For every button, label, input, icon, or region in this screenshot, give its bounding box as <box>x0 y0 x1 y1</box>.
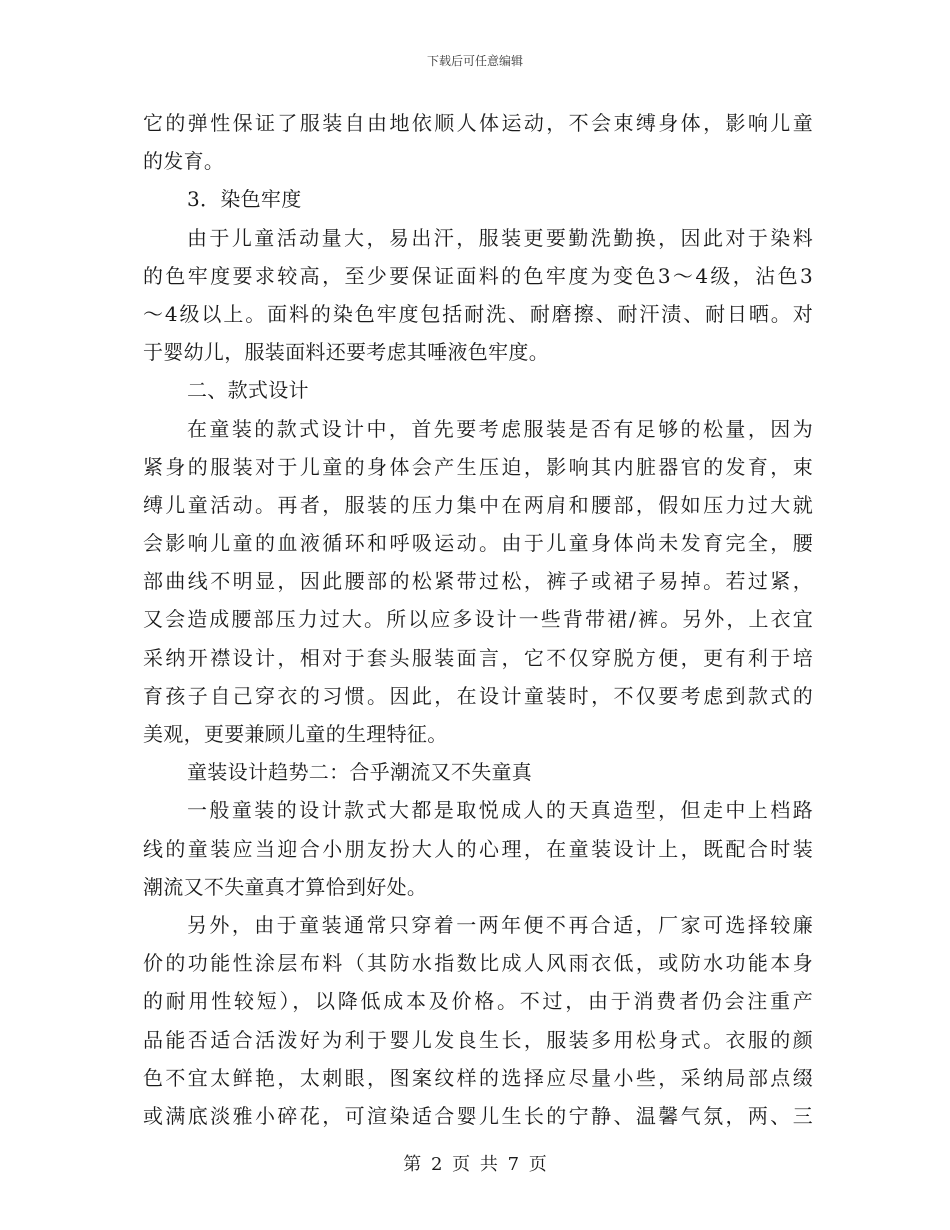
page-number: 第 2 页 共 7 页 <box>403 1154 547 1175</box>
text-line: ～4级以上。面料的染色牢度包括耐洗、耐磨擦、耐汗渍、耐日晒。对 <box>143 301 813 326</box>
text-line: 又会造成腰部压力过大。所以应多设计一些背带裙/裤。另外，上衣宜 <box>143 607 813 632</box>
text-line: 会影响儿童的血液循环和呼吸运动。由于儿童身体尚未发育完全，腰 <box>143 531 813 556</box>
section-heading: 二、款式设计 <box>187 378 309 403</box>
text-line: 由于儿童活动量大，易出汗，服装更要勤洗勤换，因此对于染料 <box>187 225 813 250</box>
text-line: 在童装的款式设计中，首先要考虑服装是否有足够的松量，因为 <box>187 416 813 441</box>
text-line: 于婴幼儿，服装面料还要考虑其唾液色牢度。 <box>143 340 549 365</box>
subsection-heading: 3．染色牢度 <box>187 187 302 212</box>
text-line: 价的功能性涂层布料（其防水指数比成人风雨衣低，或防水功能本身 <box>143 951 813 976</box>
text-line: 另外，由于童装通常只穿着一两年便不再合适，厂家可选择较廉 <box>187 912 813 937</box>
text-line: 的发育。 <box>143 149 225 174</box>
text-line: 一般童装的设计款式大都是取悦成人的天真造型，但走中上档路 <box>187 798 813 823</box>
text-line: 采纳开襟设计，相对于套头服装面言，它不仅穿脱方便，更有利于培 <box>143 645 813 670</box>
text-line: 色不宜太鲜艳，太刺眼，图案纹样的选择应尽量小些，采纳局部点缀 <box>143 1065 813 1090</box>
text-line: 的耐用性较短），以降低成本及价格。不过，由于消费者仍会注重产 <box>143 989 813 1014</box>
text-line: 线的童装应当迎合小朋友扮大人的心理，在童装设计上，既配合时装 <box>143 836 813 861</box>
text-line: 它的弹性保证了服装自由地依顺人体运动，不会束缚身体，影响儿童 <box>143 111 813 135</box>
text-line: 潮流又不失童真才算恰到好处。 <box>143 874 428 899</box>
text-line: 品能否适合活泼好为利于婴儿发良生长，服装多用松身式。衣服的颜 <box>143 1027 813 1052</box>
text-line: 缚儿童活动。再者，服装的压力集中在两肩和腰部，假如压力过大就 <box>143 492 813 517</box>
text-line: 育孩子自己穿衣的习惯。因此，在设计童装时，不仅要考虑到款式的 <box>143 683 813 708</box>
text-line: 部曲线不明显，因此腰部的松紧带过松，裤子或裙子易掉。若过紧， <box>143 569 813 594</box>
section-heading: 童装设计趋势二：合乎潮流又不失童真 <box>187 760 533 785</box>
text-line: 美观，更要兼顾儿童的生理特征。 <box>143 722 448 746</box>
text-line: 的色牢度要求较高，至少要保证面料的色牢度为变色3～4级，沾色3 <box>143 263 813 288</box>
text-line: 紧身的服装对于儿童的身体会产生压迫，影响其内脏器官的发育，束 <box>143 454 813 479</box>
text-line: 或满底淡雅小碎花，可渲染适合婴儿生长的宁静、温馨气氛，两、三 <box>143 1103 813 1128</box>
page-header-note: 下载后可任意编辑 <box>426 54 523 68</box>
document-body <box>143 104 813 1135</box>
